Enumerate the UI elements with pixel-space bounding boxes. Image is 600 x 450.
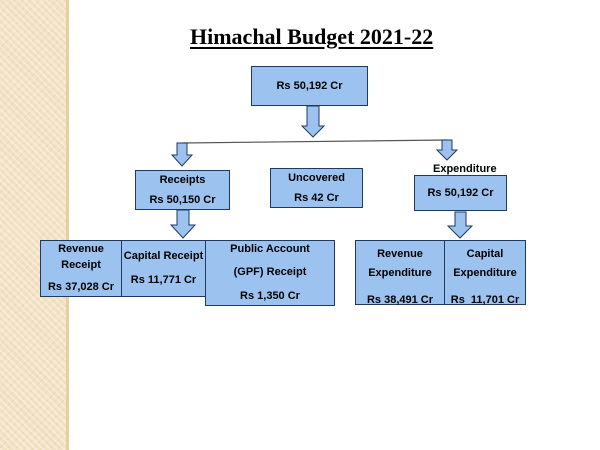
capital-receipt-box [121,240,206,297]
public-account-box [205,240,335,306]
branch-line [182,140,447,143]
capital-expenditure-box [444,240,526,305]
capital-expenditure-value: Rs 11,701 Cr [450,293,520,306]
revenue-receipt-label-1: Revenue [58,243,104,255]
revenue-expenditure-box [355,240,445,305]
uncovered-box [270,168,363,208]
public-account-label-1: Public Account [230,243,310,255]
diagram-title: Himachal Budget 2021-22 [190,24,434,49]
expenditure-value: Rs 50,192 Cr [427,186,494,199]
receipts-value: Rs 50,150 Cr [149,194,216,207]
capital-receipt-value: Rs 11,771 Cr [130,274,197,287]
uncovered-value: Rs 42 Cr [294,192,339,205]
capital-expenditure-label-1: Capital [466,248,504,260]
public-account-label-2: (GPF) Receipt [233,266,307,279]
revenue-expenditure-label-2: Expenditure [368,267,432,280]
revenue-expenditure-label-1: Revenue [377,248,423,260]
total-budget-box [251,66,368,106]
revenue-receipt-box [40,240,122,297]
uncovered-label: Uncovered [288,172,345,184]
down-arrow-expenditure [437,140,457,160]
public-account-value: Rs 1,350 Cr [240,289,300,302]
receipts-label: Receipts [159,174,206,186]
down-arrow-expenditure-split [448,212,472,238]
expenditure-box [414,175,507,211]
receipts-box [135,170,230,210]
down-arrow-total [302,106,324,137]
revenue-receipt-value: Rs 37,028 Cr [47,280,115,293]
revenue-expenditure-value: Rs 38,491 Cr [366,293,434,306]
expenditure-label: Expenditure [433,163,497,175]
capital-expenditure-label-2: Expenditure [453,267,517,280]
revenue-receipt-label-2: Receipt [61,259,101,272]
down-arrow-receipts [172,143,192,166]
down-arrow-receipts-split [171,210,195,238]
capital-receipt-label: Capital Receipt [123,250,204,262]
total-budget-value: Rs 50,192 Cr [276,79,343,92]
